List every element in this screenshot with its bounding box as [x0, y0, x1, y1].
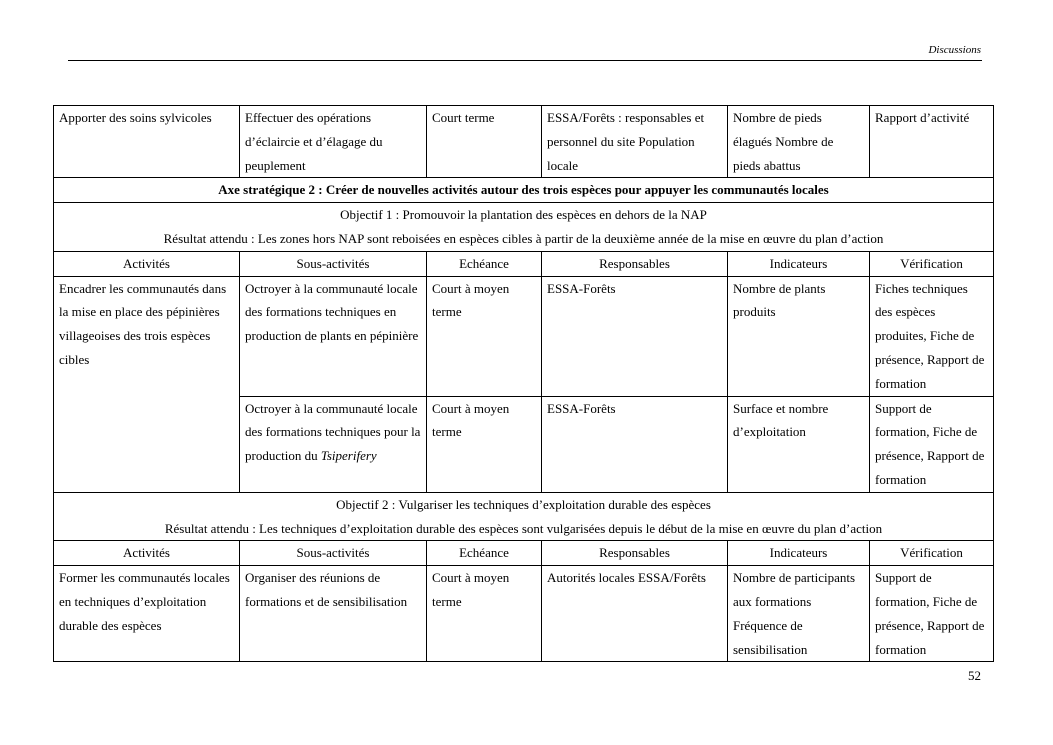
cell-verification: Support de formation, Fiche de présence, Rapport de formation [870, 566, 994, 662]
col-header-verification: Vérification [870, 251, 994, 276]
cell-activite: Encadrer les communautés dans la mise en place des pépinières villageoises des trois espèces cibles [54, 276, 240, 492]
objective-1-cell [54, 203, 994, 252]
cell-indicateurs: Nombre de pieds élagués Nombre de pieds abattus [728, 106, 870, 178]
cell-verification: Fiches techniques des espèces produites, Fiche de présence, Rapport de formation [870, 276, 994, 396]
col-header-activites: Activités [54, 251, 240, 276]
column-header-row [54, 541, 994, 566]
header-rule [68, 60, 982, 61]
col-header-sous-activites: Sous-activités [240, 251, 427, 276]
cell-sous-activite: Organiser des réunions de formations et de sensibilisation [240, 566, 427, 662]
cell-activite: Former les communautés locales en techniques d’exploitation durable des espèces [54, 566, 240, 662]
cell-verification: Support de formation, Fiche de présence, Rapport de formation [870, 396, 994, 492]
sous-activite-text: Octroyer à la communauté locale des formations techniques pour la production du [245, 400, 421, 464]
cell-indicateurs: Surface et nombre d’exploitation [728, 396, 870, 492]
cell-sous-activite: Octroyer à la communauté locale des formations techniques en production de plants en pépinière [240, 276, 427, 396]
action-plan-table [53, 105, 994, 662]
objective-1-result: Résultat attendu : Les zones hors NAP sont reboisées en espèces cibles à partir de la deuxième année de la mise en œuvre du plan d’action [163, 230, 884, 246]
cell-echeance: Court terme [427, 106, 542, 178]
cell-sous-activite: Effectuer des opérations d’éclaircie et d’élagage du peuplement [240, 106, 427, 178]
page-number: 52 [968, 668, 981, 683]
table-row [54, 276, 994, 396]
cell-verification: Rapport d’activité [870, 106, 994, 178]
cell-responsables: ESSA-Forêts [542, 396, 728, 492]
col-header-responsables: Responsables [542, 541, 728, 566]
col-header-activites: Activités [54, 541, 240, 566]
cell-echeance: Court à moyen terme [427, 396, 542, 492]
objective-row [54, 492, 994, 541]
species-name: Tsiperifery [320, 448, 377, 464]
cell-echeance: Court à moyen terme [427, 276, 542, 396]
objective-row [54, 203, 994, 252]
cell-indicateurs: Nombre de plants produits [728, 276, 870, 396]
cell-echeance: Court à moyen terme [427, 566, 542, 662]
objective-2-cell [54, 492, 994, 541]
col-header-indicateurs: Indicateurs [728, 541, 870, 566]
column-header-row [54, 251, 994, 276]
axe-row [54, 178, 994, 203]
running-header: Discussions [928, 44, 981, 56]
col-header-responsables: Responsables [542, 251, 728, 276]
cell-activite: Apporter des soins sylvicoles [54, 106, 240, 178]
objective-2-result: Résultat attendu : Les techniques d’exploitation durable des espèces sont vulgarisées depuis le début de la mise en œuvre du plan d’action [164, 520, 883, 536]
objective-2-title: Objectif 2 : Vulgariser les techniques d’exploitation durable des espèces [336, 496, 711, 512]
col-header-verification: Vérification [870, 541, 994, 566]
col-header-indicateurs: Indicateurs [728, 251, 870, 276]
col-header-sous-activites: Sous-activités [240, 541, 427, 566]
table-row [54, 566, 994, 662]
axe-title: Axe stratégique 2 : Créer de nouvelles activités autour des trois espèces pour appuyer les communautés locales [54, 178, 994, 203]
objective-1-title: Objectif 1 : Promouvoir la plantation des espèces en dehors de la NAP [340, 207, 707, 223]
col-header-echeance: Echéance [427, 251, 542, 276]
cell-responsables: ESSA-Forêts [542, 276, 728, 396]
cell-sous-activite [240, 396, 427, 492]
cell-responsables: Autorités locales ESSA/Forêts [542, 566, 728, 662]
table-row [54, 106, 994, 178]
cell-indicateurs: Nombre de participants aux formations Fréquence de sensibilisation [728, 566, 870, 662]
col-header-echeance: Echéance [427, 541, 542, 566]
cell-responsables: ESSA/Forêts : responsables et personnel du site Population locale [542, 106, 728, 178]
